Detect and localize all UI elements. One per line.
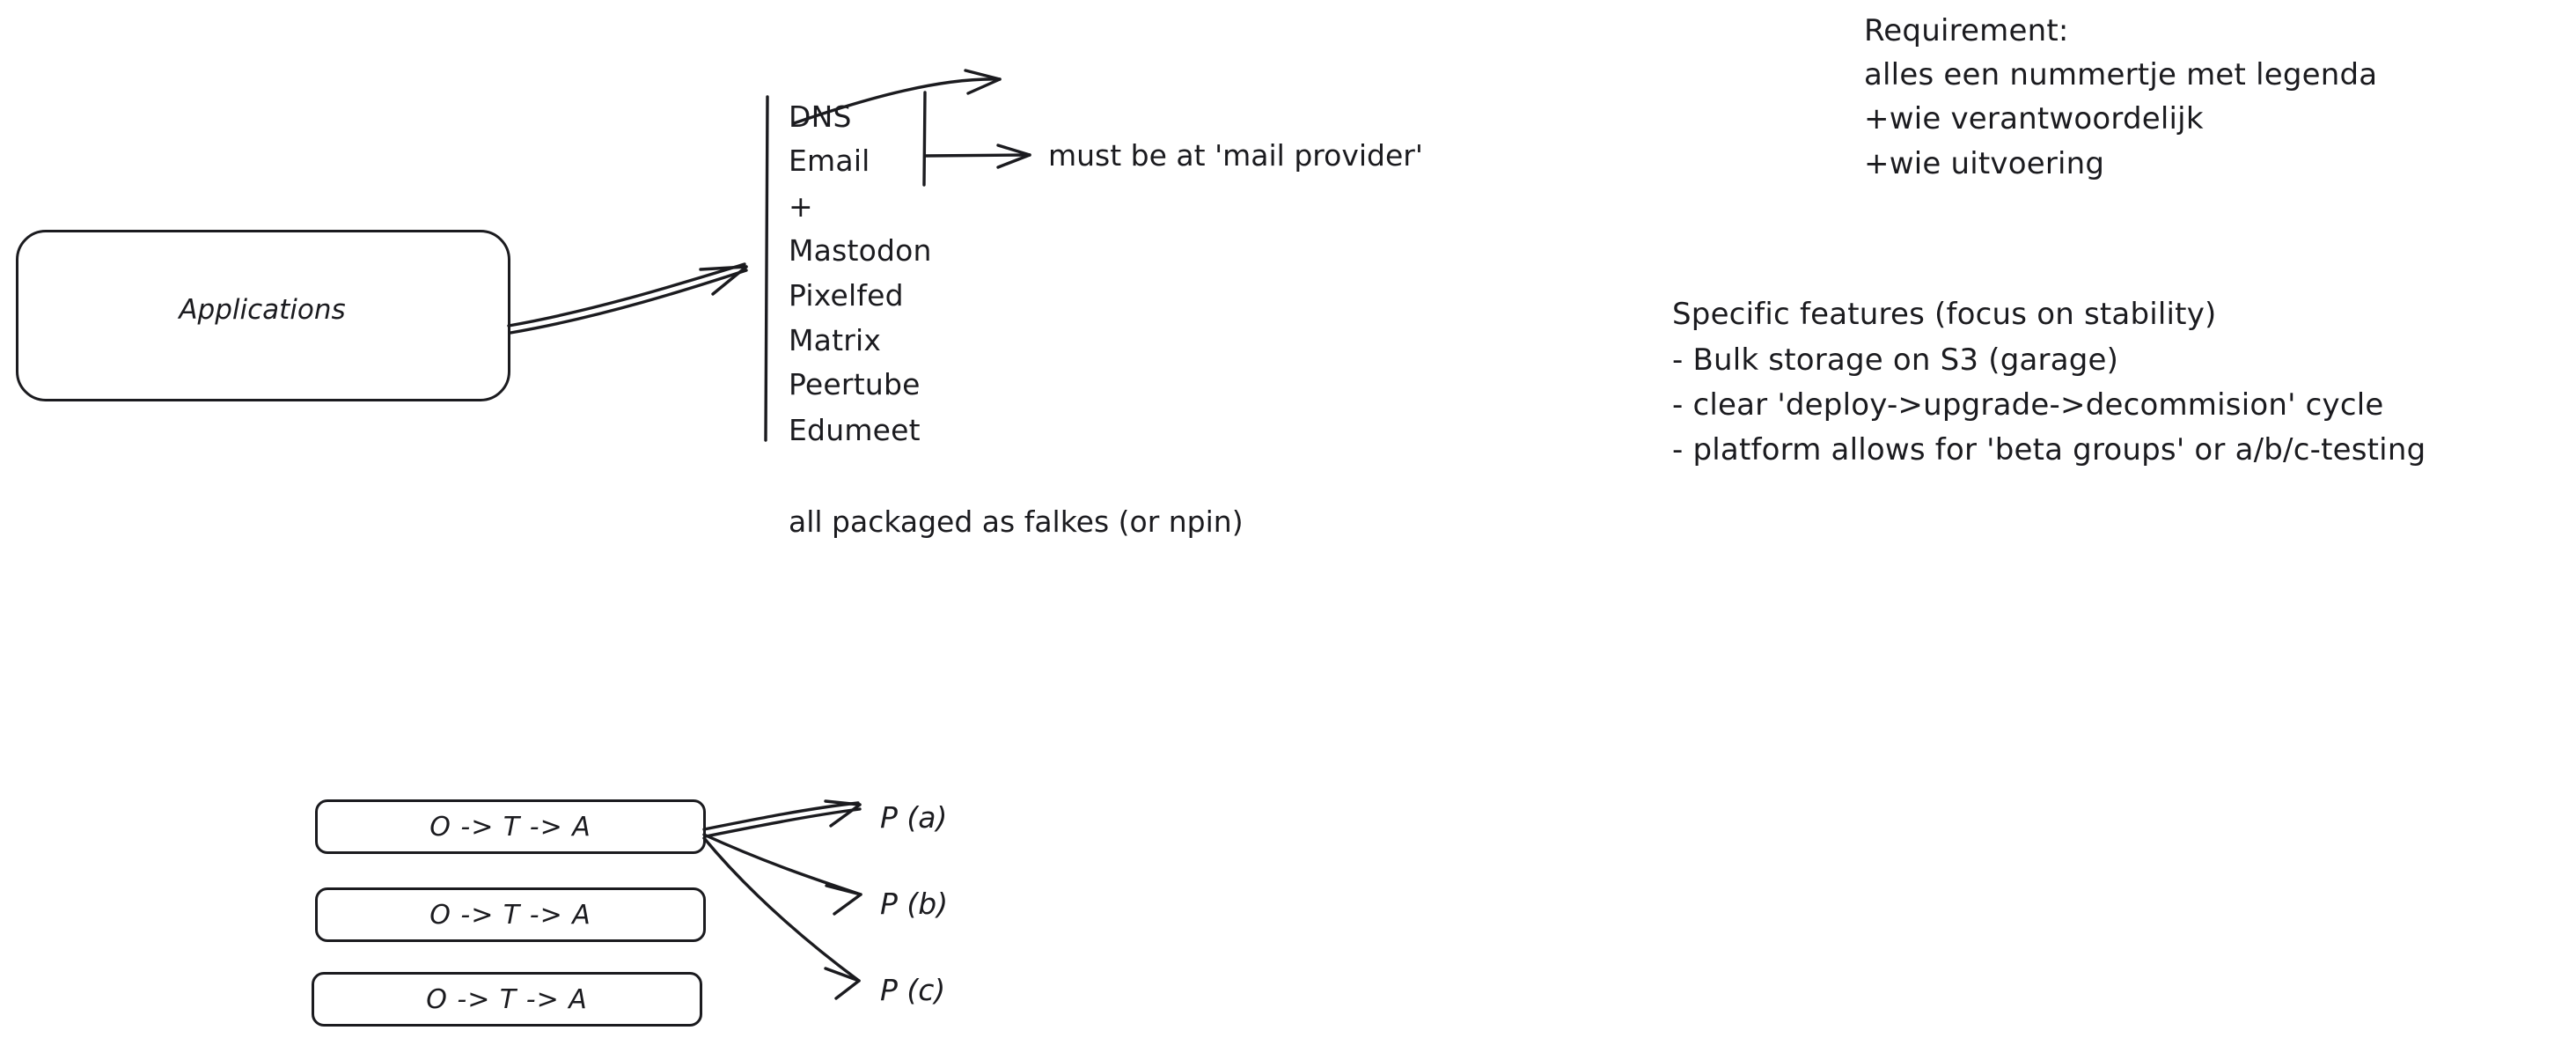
mail-arrow-head-1: [998, 145, 1030, 155]
pipeline-box-3-label: O -> T -> A: [426, 983, 588, 1015]
pipeline-box-1[interactable]: [315, 799, 706, 854]
pipeline-arrow-b-head-2: [834, 894, 861, 914]
features-note-line-2: - Bulk storage on S3 (garage): [1672, 342, 2119, 378]
pipeline-output-c: P (c): [880, 973, 946, 1007]
applications-arrow-head-2: [713, 267, 746, 294]
pipeline-arrow-c-head-2: [836, 981, 859, 998]
pipeline-arrow-c-head-1: [826, 968, 859, 981]
dns-up-arrow-head-2: [968, 79, 1000, 93]
pipeline-output-a: P (a): [880, 800, 948, 835]
requirement-note-line-2: alles een nummertje met legenda: [1864, 57, 2378, 92]
dns-up-arrow-head-1: [965, 70, 1000, 79]
mail-arrow-head-2: [998, 155, 1030, 167]
pipeline-arrow-b-head-1: [826, 886, 861, 894]
requirement-note-line-1: Requirement:: [1864, 13, 2069, 48]
pipeline-arrow-a-head-1: [826, 801, 860, 805]
pipeline-box-3[interactable]: [312, 972, 702, 1027]
applications-arrow-head-1: [701, 267, 746, 269]
service-list-item-email: Email: [789, 144, 870, 178]
service-list-item-mastodon: Mastodon: [789, 233, 932, 268]
mail-divider: [924, 92, 925, 185]
service-list-item-peertube: Peertube: [789, 367, 921, 401]
service-list-item-edumeet: Edumeet: [789, 413, 921, 447]
applications-arrow-line-a: [509, 264, 745, 326]
features-note-line-1: Specific features (focus on stability): [1672, 297, 2217, 332]
service-list-item-pixelfed: Pixelfed: [789, 278, 904, 313]
pipeline-arrow-a-line-1: [704, 803, 858, 829]
service-list-item-matrix: Matrix: [789, 323, 882, 357]
features-note-line-3: - clear 'deploy->upgrade->decommision' cycle: [1672, 387, 2384, 423]
mail-provider-note: must be at 'mail provider': [1048, 138, 1423, 173]
applications-box-label: Applications: [179, 294, 346, 326]
pipeline-box-2[interactable]: [315, 887, 706, 942]
service-list-bracket: [766, 97, 767, 440]
features-note-line-4: - platform allows for 'beta groups' or a/b/c-testing: [1672, 432, 2426, 467]
pipeline-output-b: P (b): [880, 887, 949, 921]
pipeline-box-1-label: O -> T -> A: [429, 811, 591, 843]
packaging-caption: all packaged as falkes (or npin): [789, 504, 1244, 539]
requirement-note-line-4: +wie uitvoering: [1864, 146, 2105, 181]
pipeline-arrow-c-line: [704, 838, 859, 981]
requirement-note-line-3: +wie verantwoordelijk: [1864, 101, 2204, 136]
service-list-item-dns: DNS: [789, 99, 852, 134]
pipeline-arrow-a-head-2: [831, 805, 860, 826]
applications-arrow-line-b: [510, 270, 746, 333]
pipeline-arrow-a-line-2: [706, 809, 860, 836]
pipeline-box-2-label: O -> T -> A: [429, 899, 591, 931]
service-list-item-plus: +: [789, 189, 813, 224]
pipeline-arrow-b-line: [704, 835, 861, 894]
mail-arrow-line: [926, 155, 1030, 156]
